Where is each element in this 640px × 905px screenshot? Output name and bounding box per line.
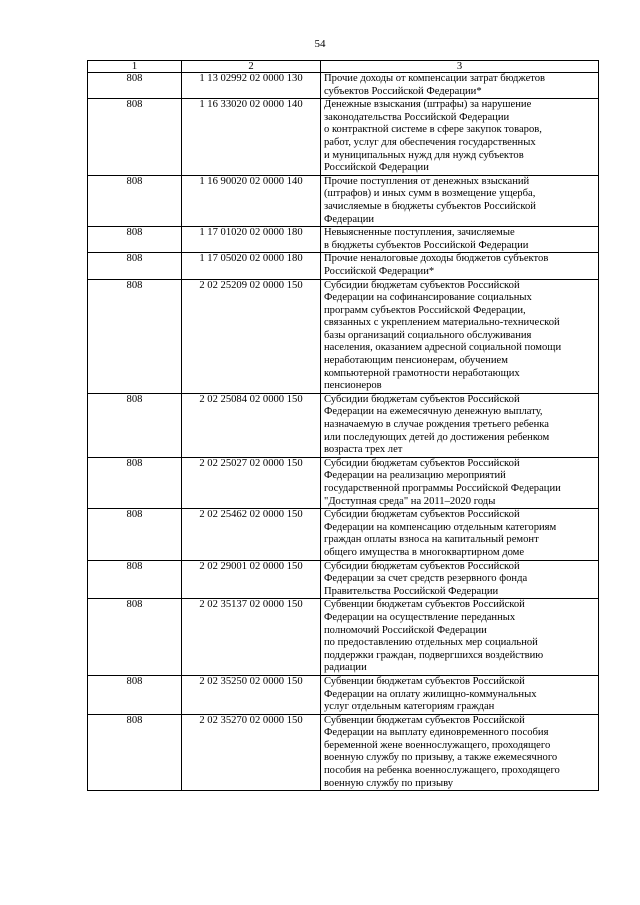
revenue-name-cell <box>321 175 599 226</box>
revenue-name-line: военную службу по призыву <box>324 777 454 789</box>
table-row <box>88 560 599 599</box>
revenue-name-line: компьютерной грамотности неработающих <box>324 367 520 379</box>
revenue-name-line: Субсидии бюджетам субъектов Российской <box>324 279 520 291</box>
revenue-name-cell <box>321 714 599 791</box>
revenue-name-line: населения, оказанием адресной социальной помощи <box>324 342 562 354</box>
revenue-name-line: Субсидии бюджетам субъектов Российской <box>324 560 520 572</box>
revenue-name-line: военную службу по призыву, а также ежемесячного <box>324 752 558 764</box>
admin-code-cell: 808 <box>88 560 182 599</box>
table-row <box>88 227 599 253</box>
revenue-code-cell: 2 02 25462 02 0000 150 <box>182 509 321 560</box>
revenue-name-line: полномочий Российской Федерации <box>324 624 487 636</box>
table-row <box>88 73 599 99</box>
revenue-name-line: Федерации на софинансирование социальных <box>324 292 532 304</box>
table-body <box>88 73 599 791</box>
header-row <box>88 61 599 73</box>
revenue-name-line: Федерации на выплату единовременного пособия <box>324 727 549 739</box>
revenue-name-line: общего имущества в многоквартирном доме <box>324 546 525 558</box>
revenue-name-line: Субвенции бюджетам субъектов Российской <box>324 675 525 687</box>
table-row <box>88 99 599 176</box>
revenue-name-line: Федерации на осуществление переданных <box>324 611 516 623</box>
table-row <box>88 175 599 226</box>
revenue-name-cell <box>321 560 599 599</box>
admin-code-cell: 808 <box>88 73 182 99</box>
revenue-name-line: поддержки граждан, подвергшихся воздействию <box>324 649 544 661</box>
revenue-code-cell: 2 02 29001 02 0000 150 <box>182 560 321 599</box>
revenue-name-cell <box>321 99 599 176</box>
revenue-name-line: субъектов Российской Федерации* <box>324 85 482 97</box>
revenue-code-cell: 1 13 02992 02 0000 130 <box>182 73 321 99</box>
table-row <box>88 457 599 508</box>
revenue-name-cell <box>321 73 599 99</box>
revenue-name-line: граждан оплаты взноса на капитальный ремонт <box>324 534 539 546</box>
table-header <box>88 61 599 73</box>
revenue-name-line: Субсидии бюджетам субъектов Российской <box>324 457 520 469</box>
admin-code-cell: 808 <box>88 509 182 560</box>
revenue-name-line: Прочие поступления от денежных взысканий <box>324 175 530 187</box>
budget-codes-table <box>87 60 599 791</box>
column-header-3: 3 <box>321 61 599 73</box>
table-row <box>88 509 599 560</box>
admin-code-cell: 808 <box>88 227 182 253</box>
revenue-name-line: (штрафов) и иных сумм в возмещение ущерба, <box>324 188 536 200</box>
revenue-code-cell: 2 02 25084 02 0000 150 <box>182 393 321 457</box>
revenue-code-cell: 2 02 35270 02 0000 150 <box>182 714 321 791</box>
revenue-name-cell <box>321 279 599 393</box>
revenue-code-cell: 2 02 35137 02 0000 150 <box>182 599 321 676</box>
revenue-code-cell: 2 02 25209 02 0000 150 <box>182 279 321 393</box>
revenue-name-line: Прочие неналоговые доходы бюджетов субъектов <box>324 253 549 265</box>
table-row <box>88 599 599 676</box>
revenue-name-line: пенсионеров <box>324 380 382 392</box>
revenue-name-line: Федерации за счет средств резервного фонда <box>324 573 528 585</box>
revenue-name-line: Федерации на реализацию мероприятий <box>324 470 506 482</box>
revenue-code-cell: 2 02 35250 02 0000 150 <box>182 675 321 714</box>
revenue-name-line: о контрактной системе в сфере закупок товаров, <box>324 124 542 136</box>
page-number: 54 <box>314 38 326 50</box>
table-row <box>88 279 599 393</box>
table-row <box>88 675 599 714</box>
admin-code-cell: 808 <box>88 457 182 508</box>
revenue-code-cell: 1 17 01020 02 0000 180 <box>182 227 321 253</box>
admin-code-cell: 808 <box>88 393 182 457</box>
revenue-name-cell <box>321 393 599 457</box>
revenue-name-line: и муниципальных нужд для нужд субъектов <box>324 149 524 161</box>
revenue-name-line: беременной жене военнослужащего, проходящего <box>324 739 551 751</box>
revenue-name-line: Субвенции бюджетам субъектов Российской <box>324 714 525 726</box>
revenue-name-line: Субсидии бюджетам субъектов Российской <box>324 393 520 405</box>
column-header-1: 1 <box>88 61 182 73</box>
revenue-name-cell <box>321 227 599 253</box>
revenue-name-cell <box>321 599 599 676</box>
revenue-name-line: или последующих детей до достижения ребенком <box>324 431 550 443</box>
revenue-name-line: Субвенции бюджетам субъектов Российской <box>324 599 525 611</box>
admin-code-cell: 808 <box>88 714 182 791</box>
revenue-name-line: Прочие доходы от компенсации затрат бюджетов <box>324 73 546 84</box>
revenue-name-line: государственной программы Российской Федерации <box>324 483 561 494</box>
revenue-name-line: Российской Федерации* <box>324 265 435 277</box>
revenue-name-line: услуг отдельным категориям граждан <box>324 701 495 713</box>
revenue-name-line: назначаемую в случае рождения третьего ребенка <box>324 419 549 431</box>
revenue-code-cell: 1 16 33020 02 0000 140 <box>182 99 321 176</box>
revenue-name-line: пособия на ребенка военнослужащего, проходящего <box>324 765 560 777</box>
revenue-name-cell <box>321 675 599 714</box>
revenue-name-line: в бюджеты субъектов Российской Федерации <box>324 239 529 251</box>
admin-code-cell: 808 <box>88 99 182 176</box>
column-header-2: 2 <box>182 61 321 73</box>
revenue-name-line: базы организаций социального обслуживания <box>324 329 532 341</box>
revenue-name-line: неработающим пенсионерам, обучением <box>324 355 508 367</box>
table-row <box>88 253 599 279</box>
table-row <box>88 714 599 791</box>
admin-code-cell: 808 <box>88 279 182 393</box>
revenue-name-line: Федерации на компенсацию отдельным категориям <box>324 521 557 533</box>
revenue-name-line: Невыясненные поступления, зачисляемые <box>324 227 515 239</box>
revenue-name-line: Федерации на ежемесячную денежную выплату, <box>324 406 543 418</box>
revenue-name-line: Денежные взыскания (штрафы) за нарушение <box>324 99 532 111</box>
revenue-name-line: работ, услуг для обеспечения государственных <box>324 136 536 148</box>
revenue-name-line: законодательства Российской Федерации <box>324 111 510 123</box>
revenue-name-cell <box>321 457 599 508</box>
table-row <box>88 393 599 457</box>
revenue-code-cell: 1 16 90020 02 0000 140 <box>182 175 321 226</box>
revenue-code-cell: 2 02 25027 02 0000 150 <box>182 457 321 508</box>
revenue-name-line: Правительства Российской Федерации <box>324 585 499 597</box>
revenue-name-line: Федерации <box>324 213 375 225</box>
revenue-name-line: "Доступная среда" на 2011–2020 годы <box>324 495 496 507</box>
revenue-name-line: программ субъектов Российской Федерации, <box>324 304 526 316</box>
revenue-name-line: возраста трех лет <box>324 444 403 456</box>
admin-code-cell: 808 <box>88 599 182 676</box>
admin-code-cell: 808 <box>88 253 182 279</box>
admin-code-cell: 808 <box>88 675 182 714</box>
admin-code-cell: 808 <box>88 175 182 226</box>
revenue-name-line: зачисляемые в бюджеты субъектов Российской <box>324 200 536 212</box>
revenue-name-line: связанных с укреплением материально-технической <box>324 317 560 329</box>
revenue-code-cell: 1 17 05020 02 0000 180 <box>182 253 321 279</box>
revenue-name-line: по предоставлению отдельных мер социальной <box>324 637 538 649</box>
revenue-name-line: радиации <box>324 662 367 674</box>
revenue-name-cell <box>321 253 599 279</box>
revenue-name-cell <box>321 509 599 560</box>
revenue-name-line: Российской Федерации <box>324 162 429 174</box>
revenue-name-line: Субсидии бюджетам субъектов Российской <box>324 509 520 521</box>
revenue-name-line: Федерации на оплату жилищно-коммунальных <box>324 688 537 700</box>
